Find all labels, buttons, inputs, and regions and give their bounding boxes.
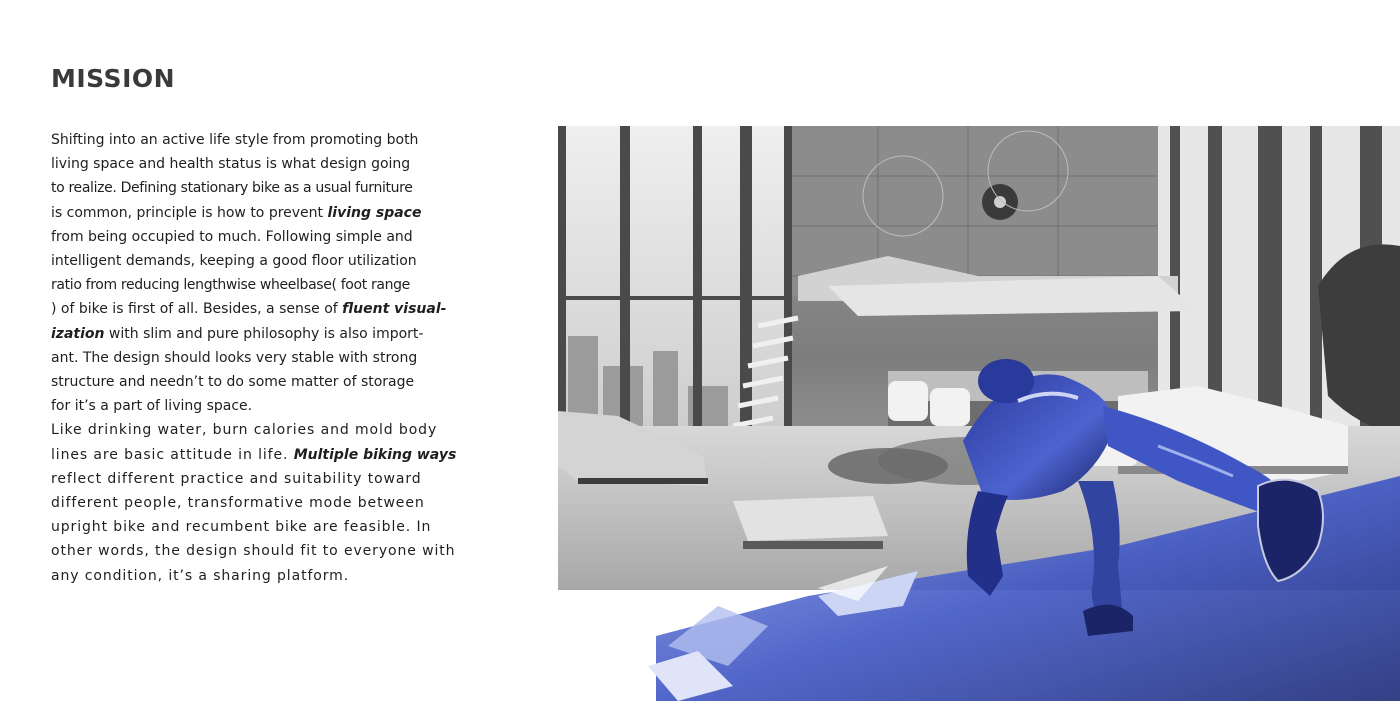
paragraph-line <box>51 176 451 200</box>
emphasized-phrase: ization <box>51 325 105 342</box>
paragraph-line <box>51 297 451 321</box>
text-segment: ) of bike is first of all. Besides, a sense of <box>51 301 343 318</box>
text-segment: for it’s a part of living space. <box>51 398 253 415</box>
paragraph-line <box>51 443 457 467</box>
emphasized-phrase: Multiple biking ways <box>293 446 457 463</box>
paragraph-line <box>51 225 451 249</box>
text-segment: any condition, it’s a sharing platform. <box>51 567 350 584</box>
mission-illustration <box>558 126 1400 701</box>
paragraph-line <box>51 418 451 442</box>
text-segment: lines are basic attitude in life. <box>51 446 294 463</box>
text-segment: upright bike and recumbent bike are feasible. In <box>51 519 432 536</box>
paragraph-line <box>51 564 451 588</box>
emphasized-phrase: fluent visual- <box>342 301 447 318</box>
paragraph-line <box>51 394 451 418</box>
paragraph-line <box>51 201 451 225</box>
paragraph-line <box>51 273 451 297</box>
text-segment: intelligent demands, keeping a good floor utilization <box>51 253 417 270</box>
text-segment: from being occupied to much. Following simple and <box>51 228 413 245</box>
text-segment: is common, principle is how to prevent <box>51 204 328 221</box>
paragraph-line <box>51 249 451 273</box>
paragraph-line <box>51 467 451 491</box>
text-segment: ratio from reducing lengthwise wheelbase( foot range <box>51 277 410 294</box>
paragraph-line <box>51 152 451 176</box>
text-segment: living space and health status is what design going <box>51 156 411 173</box>
text-segment: structure and needn’t to do some matter of storage <box>51 374 415 391</box>
text-segment: reflect different practice and suitability toward <box>51 470 422 487</box>
text-segment: with slim and pure philosophy is also import- <box>104 325 424 342</box>
paragraph-line <box>51 370 451 394</box>
text-segment: Like drinking water, burn calories and mold body <box>51 422 438 439</box>
text-segment: other words, the design should fit to everyone with <box>51 543 456 560</box>
mission-paragraph <box>51 128 457 588</box>
paragraph-line <box>51 322 451 346</box>
emphasized-phrase: living space <box>327 204 422 221</box>
text-segment: different people, transformative mode between <box>51 495 425 512</box>
paragraph-line <box>51 128 451 152</box>
interior-runner-illustration <box>558 126 1400 701</box>
paragraph-line <box>51 539 456 563</box>
text-segment: ant. The design should looks very stable with strong <box>51 349 418 366</box>
paragraph-line <box>51 515 451 539</box>
page-title: MISSION <box>51 64 176 93</box>
text-segment: Shifting into an active life style from promoting both <box>51 132 419 148</box>
text-segment: to realize. Defining stationary bike as a usual furniture <box>51 180 413 197</box>
paragraph-line <box>51 491 451 515</box>
paragraph-line <box>51 346 451 370</box>
